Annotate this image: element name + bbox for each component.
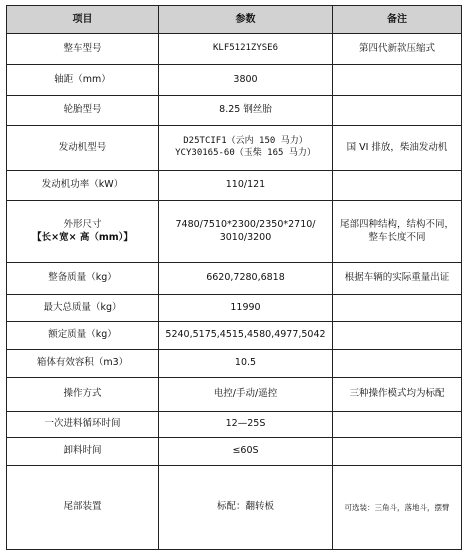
header-note: 备注 [333,6,462,34]
param-cell: 12—25S [159,412,333,438]
param-line: YCY30165-60（玉柴 165 马力） [175,148,316,158]
item-cell: 整备质量（kg） [7,263,159,295]
param-cell [159,126,333,171]
table-row [7,350,462,378]
note-cell: 可选装：三角斗，落地斗，摆臂 [333,466,462,550]
note-cell: 尾部四种结构，结构不同，整车长度不同 [333,201,462,263]
item-cell: 发动机型号 [7,126,159,171]
param-cell: 5240,5175,4515,4580,4977,5042 [159,322,333,350]
param-cell: 10.5 [159,350,333,378]
note-cell [333,412,462,438]
item-cell: 尾部装置 [7,466,159,550]
note-cell: 第四代新款压缩式 [333,34,462,65]
note-cell [333,350,462,378]
table-row [7,438,462,466]
item-cell: 轮胎型号 [7,96,159,126]
note-cell [333,96,462,126]
spec-table [6,5,462,550]
table-row [7,65,462,96]
item-cell: 一次进料循环时间 [7,412,159,438]
item-line: 外形尺寸 [63,219,102,231]
param-cell [159,201,333,263]
table-row [7,263,462,295]
note-cell [333,295,462,322]
param-cell: 电控/手动/遥控 [159,378,333,412]
note-cell: 国 VI 排放，柴油发动机 [333,126,462,171]
item-line: 【长×宽× 高（mm）】 [32,231,133,243]
note-cell [333,322,462,350]
note-cell: 三种操作模式均为标配 [333,378,462,412]
note-cell: 根据车辆的实际重量出证 [333,263,462,295]
param-cell: ≤60S [159,438,333,466]
table-row [7,322,462,350]
note-cell [333,65,462,96]
item-cell: 整车型号 [7,34,159,65]
param-cell: 3800 [159,65,333,96]
table-row [7,412,462,438]
table-row [7,96,462,126]
item-cell: 操作方式 [7,378,159,412]
table-row [7,171,462,201]
item-cell: 最大总质量（kg） [7,295,159,322]
item-cell: 发动机功率（kW） [7,171,159,201]
param-cell: KLF5121ZYSE6 [159,34,333,65]
header-param: 参数 [159,6,333,34]
header-row [7,6,462,34]
param-line: D25TCIF1（云内 150 马力） [183,136,308,147]
param-cell: 6620,7280,6818 [159,263,333,295]
item-cell: 轴距（mm） [7,65,159,96]
param-line: 3010/3200 [219,231,272,243]
item-cell: 箱体有效容积（m3） [7,350,159,378]
param-cell: 标配：翻转板 [159,466,333,550]
param-cell: 8.25 钢丝胎 [159,96,333,126]
note-cell [333,438,462,466]
param-cell: 11990 [159,295,333,322]
table-row [7,295,462,322]
table-row [7,378,462,412]
item-cell: 卸料时间 [7,438,159,466]
table-row [7,126,462,171]
table-row [7,466,462,550]
param-line: 7480/7510*2300/2350*2710/ [175,219,316,231]
table-row [7,201,462,263]
note-cell [333,171,462,201]
header-item: 项目 [7,6,159,34]
param-cell: 110/121 [159,171,333,201]
item-cell: 额定质量（kg） [7,322,159,350]
item-cell [7,201,159,263]
table-row [7,34,462,65]
